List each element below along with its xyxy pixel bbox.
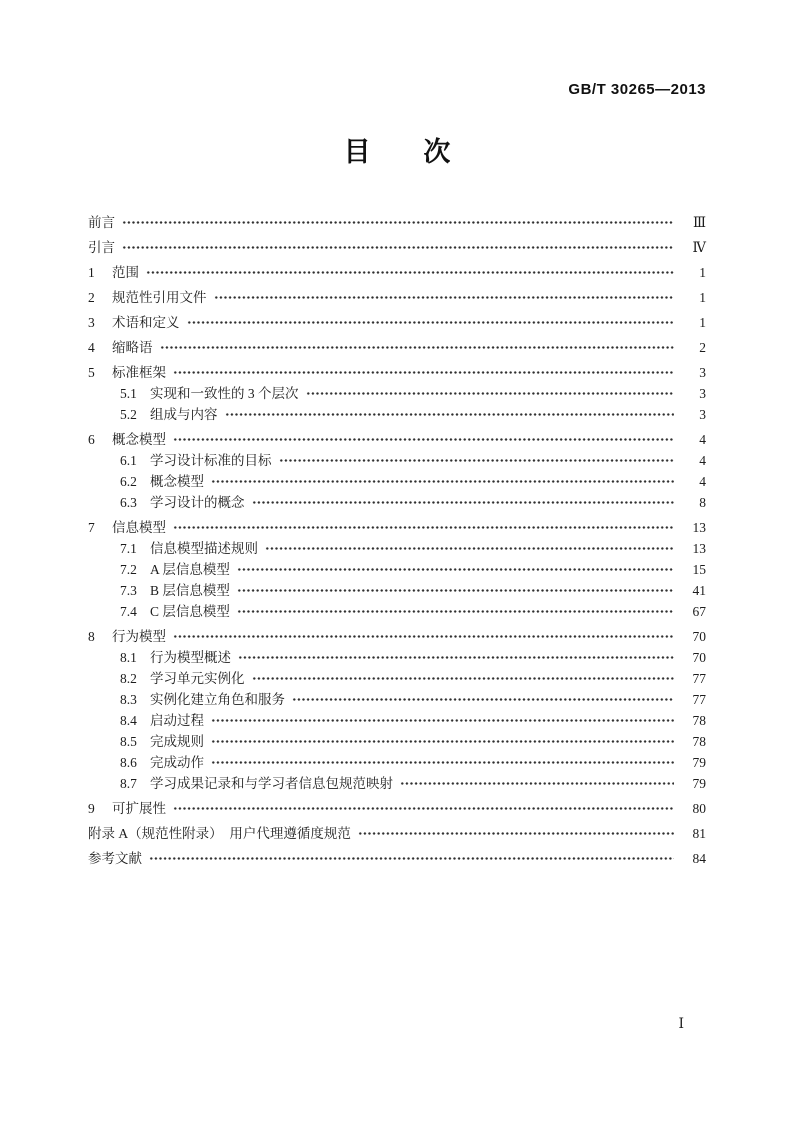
- toc-entry: [88, 404, 706, 425]
- toc-entry-title: 启动过程: [150, 713, 204, 728]
- dot-leader: [173, 366, 674, 379]
- toc-entry: [88, 517, 706, 538]
- toc-entry: [88, 710, 706, 731]
- toc-entry-title: 概念模型: [112, 432, 166, 447]
- page-title: 目 次: [343, 137, 451, 167]
- toc-entry-page: 78: [692, 713, 706, 728]
- toc-entry-number: 5: [88, 365, 95, 380]
- toc-entry: [88, 559, 706, 580]
- toc-entry-title: 缩略语: [112, 340, 153, 355]
- toc-entry-title: 前言: [88, 215, 115, 230]
- toc-entry-page: 78: [692, 734, 706, 749]
- toc-entry-page: 15: [692, 562, 706, 577]
- toc-entry-number: 8.3: [120, 692, 137, 707]
- toc-entry-page: 84: [692, 851, 706, 866]
- toc-entry-page: 79: [692, 755, 706, 770]
- toc-entry: [88, 689, 706, 710]
- toc-entry-number: 7.3: [120, 583, 137, 598]
- dot-leader: [400, 777, 674, 790]
- dot-leader: [160, 341, 675, 354]
- toc-entry: [88, 773, 706, 794]
- toc-entry-number: 8: [88, 629, 95, 644]
- toc-entry-title: 学习设计的概念: [150, 495, 245, 510]
- toc-entry: [88, 798, 706, 819]
- toc-entry-number: 6: [88, 432, 95, 447]
- toc-entry: [88, 538, 706, 559]
- dot-leader: [358, 827, 674, 840]
- dot-leader: [292, 693, 674, 706]
- toc-entry-number: 7.4: [120, 604, 137, 619]
- dot-leader: [237, 563, 674, 576]
- dot-leader: [173, 630, 674, 643]
- toc-entry-title: 参考文献: [88, 851, 142, 866]
- toc-entry-page: 70: [692, 629, 706, 644]
- toc-entry-title: 实例化建立角色和服务: [150, 692, 285, 707]
- toc-entry-number: 2: [88, 290, 95, 305]
- toc-entry: [88, 450, 706, 471]
- toc-entry-title: 行为模型: [112, 629, 166, 644]
- toc-entry-title: 引言: [88, 240, 115, 255]
- toc-entry-title: 概念模型: [150, 474, 204, 489]
- dot-leader: [146, 266, 674, 279]
- dot-leader: [306, 387, 675, 400]
- dot-leader: [122, 241, 674, 254]
- dot-leader: [211, 756, 674, 769]
- dot-leader: [173, 802, 674, 815]
- toc-entry-page: 1: [699, 290, 706, 305]
- toc-entry-title: 信息模型描述规则: [150, 541, 258, 556]
- toc-entry-number: 9: [88, 801, 95, 816]
- toc-entry-number: 4: [88, 340, 95, 355]
- toc-entry-title: 术语和定义: [112, 315, 180, 330]
- toc-entry-page: 13: [692, 520, 706, 535]
- toc-entry-page: Ⅲ: [692, 215, 706, 230]
- dot-leader: [211, 475, 674, 488]
- toc-entry-number: 6.3: [120, 495, 137, 510]
- toc-entry-page: Ⅳ: [692, 240, 706, 255]
- dot-leader: [187, 316, 675, 329]
- document-header: [88, 82, 706, 97]
- dot-leader: [252, 496, 675, 509]
- toc-entry-page: 79: [692, 776, 706, 791]
- standard-code: GB/T 30265—2013: [568, 81, 706, 98]
- toc-entry: [88, 580, 706, 601]
- dot-leader: [173, 521, 674, 534]
- toc-entry: [88, 752, 706, 773]
- dot-leader: [265, 542, 674, 555]
- toc-entry-title: A 层信息模型: [150, 562, 230, 577]
- toc-entry: [88, 337, 706, 358]
- toc-entry-number: 5.2: [120, 407, 137, 422]
- toc-entry-title: 学习设计标准的目标: [150, 453, 272, 468]
- toc-entry-number: 3: [88, 315, 95, 330]
- toc-entry-page: 4: [699, 453, 706, 468]
- toc-entry: [88, 471, 706, 492]
- toc-entry-number: 8.5: [120, 734, 137, 749]
- toc-entry-number: 5.1: [120, 386, 137, 401]
- dot-leader: [237, 584, 674, 597]
- toc-entry-number: 7: [88, 520, 95, 535]
- toc-entry: [88, 647, 706, 668]
- toc-entry: [88, 287, 706, 308]
- toc-entry-page: 41: [692, 583, 706, 598]
- toc-entry-number: 8.7: [120, 776, 137, 791]
- dot-leader: [237, 605, 674, 618]
- toc-entry: [88, 429, 706, 450]
- toc-entry: [88, 383, 706, 404]
- footer-page-number: Ⅰ: [678, 1017, 684, 1032]
- toc-entry-page: 70: [692, 650, 706, 665]
- dot-leader: [238, 651, 674, 664]
- toc-entry: [88, 237, 706, 258]
- toc-entry-page: 3: [699, 407, 706, 422]
- toc-entry: [88, 312, 706, 333]
- toc-list: [88, 212, 706, 869]
- dot-leader: [214, 291, 675, 304]
- toc-entry-page: 3: [699, 365, 706, 380]
- toc-entry: [88, 731, 706, 752]
- dot-leader: [122, 216, 674, 229]
- dot-leader: [211, 714, 674, 727]
- toc-entry-number: 1: [88, 265, 95, 280]
- toc-entry-page: 4: [699, 474, 706, 489]
- toc-entry-page: 77: [692, 671, 706, 686]
- toc-entry-page: 4: [699, 432, 706, 447]
- toc-entry-title: 范围: [112, 265, 139, 280]
- toc-entry-title: 信息模型: [112, 520, 166, 535]
- dot-leader: [211, 735, 674, 748]
- dot-leader: [279, 454, 675, 467]
- toc-entry-page: 8: [699, 495, 706, 510]
- toc-entry: [88, 626, 706, 647]
- toc-entry-page: 1: [699, 315, 706, 330]
- toc-entry-page: 1: [699, 265, 706, 280]
- toc-entry-title: 组成与内容: [150, 407, 218, 422]
- toc-entry-title: 规范性引用文件: [112, 290, 207, 305]
- toc-entry-title: 学习单元实例化: [150, 671, 245, 686]
- dot-leader: [149, 852, 674, 865]
- toc-entry-title: C 层信息模型: [150, 604, 230, 619]
- dot-leader: [252, 672, 675, 685]
- toc-entry-number: 8.1: [120, 650, 137, 665]
- toc-entry: [88, 668, 706, 689]
- toc-entry-page: 80: [692, 801, 706, 816]
- toc-entry-page: 67: [692, 604, 706, 619]
- toc-entry: [88, 492, 706, 513]
- toc-entry-title: 附录 A（规范性附录） 用户代理遵循度规范: [88, 826, 351, 841]
- toc-entry-page: 2: [699, 340, 706, 355]
- toc-entry: [88, 601, 706, 622]
- toc-entry: [88, 823, 706, 844]
- toc-entry-page: 77: [692, 692, 706, 707]
- toc-entry-title: 完成规则: [150, 734, 204, 749]
- toc-entry-title: 行为模型概述: [150, 650, 231, 665]
- toc-entry-page: 3: [699, 386, 706, 401]
- toc-entry: [88, 262, 706, 283]
- toc-entry-title: 标准框架: [112, 365, 166, 380]
- toc-entry-number: 8.4: [120, 713, 137, 728]
- dot-leader: [225, 408, 675, 421]
- toc-entry-title: 实现和一致性的 3 个层次: [150, 386, 299, 401]
- toc-entry-number: 7.1: [120, 541, 137, 556]
- toc-entry-title: 可扩展性: [112, 801, 166, 816]
- toc-entry-number: 8.2: [120, 671, 137, 686]
- toc-entry-number: 7.2: [120, 562, 137, 577]
- toc-entry: [88, 212, 706, 233]
- dot-leader: [173, 433, 674, 446]
- toc-entry-title: 完成动作: [150, 755, 204, 770]
- page-footer: [0, 1016, 706, 1033]
- toc-entry-page: 81: [692, 826, 706, 841]
- toc-entry-page: 13: [692, 541, 706, 556]
- toc-entry-number: 6.1: [120, 453, 137, 468]
- toc-entry-title: 学习成果记录和与学习者信息包规范映射: [150, 776, 393, 791]
- toc-entry: [88, 848, 706, 869]
- toc-entry-number: 6.2: [120, 474, 137, 489]
- toc-entry-number: 8.6: [120, 755, 137, 770]
- toc-entry-title: B 层信息模型: [150, 583, 230, 598]
- toc-entry: [88, 362, 706, 383]
